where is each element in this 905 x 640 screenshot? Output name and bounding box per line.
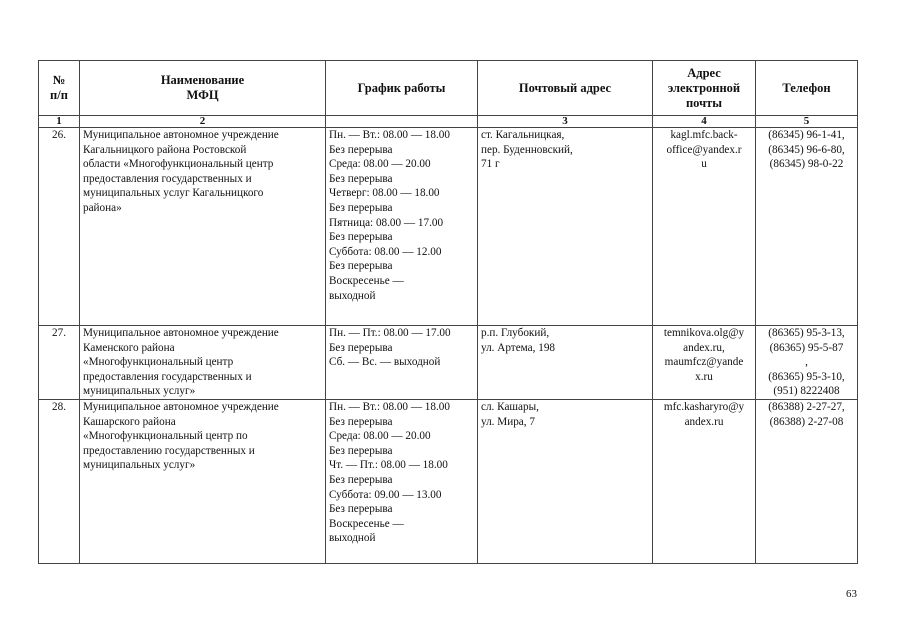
address-cell bbox=[478, 326, 653, 400]
cell-line: ул. Артема, 198 bbox=[481, 341, 556, 354]
column-number: 5 bbox=[756, 116, 858, 128]
cell-line: Муниципальное автономное учреждение bbox=[83, 129, 279, 141]
header-num bbox=[39, 61, 80, 116]
cell-line: График работы bbox=[357, 80, 446, 95]
row-number: 26. bbox=[39, 128, 80, 326]
cell-line: МФЦ bbox=[186, 88, 219, 102]
cell-line: (86388) 2-27-08 bbox=[769, 415, 844, 428]
header-name bbox=[80, 61, 326, 116]
schedule-cell bbox=[326, 128, 478, 326]
cell-line: temnikova.olg@y bbox=[663, 327, 745, 339]
cell-line: Сб. — Вс. — выходной bbox=[329, 356, 441, 369]
cell-line: выходной bbox=[329, 289, 376, 302]
cell-line: Воскресенье — bbox=[329, 274, 404, 287]
cell-line: mfc.kasharyro@y bbox=[663, 401, 745, 413]
column-number: 4 bbox=[653, 116, 756, 128]
cell-line: Пн. — Пт.: 08.00 — 17.00 bbox=[329, 327, 451, 339]
cell-line: Без перерыва bbox=[329, 172, 393, 185]
phone-cell bbox=[756, 326, 858, 400]
header-row bbox=[39, 61, 858, 116]
cell-line: ст. Кагальницкая, bbox=[481, 129, 565, 141]
cell-line: п/п bbox=[50, 88, 68, 102]
cell-line: муниципальных услуг Кагальницкого bbox=[83, 187, 264, 200]
cell-line: предоставления государственных и bbox=[83, 370, 252, 383]
cell-line: Телефон bbox=[782, 80, 831, 95]
address-cell bbox=[478, 400, 653, 564]
row-number: 27. bbox=[39, 326, 80, 400]
cell-line: 71 г bbox=[481, 158, 500, 171]
cell-line: u bbox=[701, 158, 707, 171]
cell-line: Без перерыва bbox=[329, 143, 393, 156]
cell-line: Без перерыва bbox=[329, 231, 393, 244]
mfc-table bbox=[38, 60, 858, 564]
cell-line: andex.ru, bbox=[683, 341, 725, 354]
column-number-row bbox=[39, 116, 858, 128]
cell-line: сл. Кашары, bbox=[481, 401, 539, 413]
cell-line: Четверг: 08.00 — 18.00 bbox=[329, 187, 440, 200]
cell-line: Суббота: 09.00 — 13.00 bbox=[329, 488, 442, 501]
column-number: 2 bbox=[80, 116, 326, 128]
header-phone bbox=[756, 61, 858, 116]
cell-line: (86365) 95-3-13, bbox=[768, 327, 845, 339]
cell-line: Почтовый адрес bbox=[518, 80, 612, 95]
cell-line: Воскресенье — bbox=[329, 517, 404, 530]
table-row bbox=[39, 326, 858, 400]
cell-line: , bbox=[805, 356, 808, 369]
cell-line: Без перерыва bbox=[329, 341, 393, 354]
email-cell bbox=[653, 400, 756, 564]
cell-line: Без перерыва bbox=[329, 444, 393, 457]
column-number: 3 bbox=[478, 116, 653, 128]
cell-line: x.ru bbox=[695, 370, 713, 383]
cell-line: Без перерыва bbox=[329, 503, 393, 516]
cell-line: Кагальницкого района Ростовской bbox=[83, 143, 247, 156]
cell-line: Пн. — Вт.: 08.00 — 18.00 bbox=[329, 129, 450, 141]
cell-line: предоставлению государственных и bbox=[83, 444, 255, 457]
mfc-name-cell bbox=[80, 128, 326, 326]
header-email bbox=[653, 61, 756, 116]
cell-line: Чт. — Пт.: 08.00 — 18.00 bbox=[329, 459, 448, 472]
cell-line: ул. Мира, 7 bbox=[481, 415, 535, 428]
cell-line: почты bbox=[685, 95, 723, 110]
cell-line: Каменского района bbox=[83, 341, 175, 354]
cell-line: пер. Буденновский, bbox=[481, 143, 573, 156]
header-address bbox=[478, 61, 653, 116]
row-number: 28. bbox=[39, 400, 80, 564]
cell-line: выходной bbox=[329, 532, 376, 545]
cell-line: office@yandex.r bbox=[666, 143, 742, 156]
cell-line: (86365) 95-3-10, bbox=[768, 370, 845, 383]
cell-line: Пн. — Вт.: 08.00 — 18.00 bbox=[329, 401, 450, 413]
email-cell bbox=[653, 128, 756, 326]
cell-line: Наименование bbox=[160, 73, 245, 87]
cell-line: maumfcz@yande bbox=[664, 356, 744, 369]
email-cell bbox=[653, 326, 756, 400]
cell-line: kagl.mfc.back- bbox=[670, 129, 738, 141]
mfc-name-cell bbox=[80, 400, 326, 564]
cell-line: р.п. Глубокий, bbox=[481, 327, 550, 339]
phone-cell bbox=[756, 128, 858, 326]
schedule-cell bbox=[326, 400, 478, 564]
table-row bbox=[39, 400, 858, 564]
cell-line: (86365) 95-5-87 bbox=[769, 341, 844, 354]
cell-line: «Многофункциональный центр bbox=[83, 356, 234, 369]
cell-line: Адрес bbox=[687, 65, 721, 80]
page-number: 63 bbox=[846, 588, 857, 600]
cell-line: Без перерыва bbox=[329, 260, 393, 273]
cell-line: (86388) 2-27-27, bbox=[768, 401, 845, 413]
cell-line: предоставления государственных и bbox=[83, 172, 252, 185]
cell-line: Без перерыва bbox=[329, 201, 393, 214]
mfc-name-cell bbox=[80, 326, 326, 400]
cell-line: Муниципальное автономное учреждение bbox=[83, 401, 279, 413]
cell-line: andex.ru bbox=[684, 415, 724, 428]
cell-line: Среда: 08.00 — 20.00 bbox=[329, 158, 431, 171]
cell-line: (951) 8222408 bbox=[773, 385, 840, 398]
cell-line: (86345) 96-1-41, bbox=[768, 129, 845, 141]
cell-line: Без перерыва bbox=[329, 415, 393, 428]
cell-line: Среда: 08.00 — 20.00 bbox=[329, 430, 431, 443]
phone-cell bbox=[756, 400, 858, 564]
cell-line: муниципальных услуг» bbox=[83, 385, 196, 398]
column-number bbox=[326, 116, 478, 128]
cell-line: (86345) 98-0-22 bbox=[769, 158, 844, 171]
cell-line: «Многофункциональный центр по bbox=[83, 430, 248, 443]
cell-line: Пятница: 08.00 — 17.00 bbox=[329, 216, 444, 229]
column-number: 1 bbox=[39, 116, 80, 128]
cell-line: № bbox=[52, 73, 66, 87]
header-schedule bbox=[326, 61, 478, 116]
cell-line: муниципальных услуг» bbox=[83, 459, 196, 472]
address-cell bbox=[478, 128, 653, 326]
cell-line: электронной bbox=[667, 80, 741, 95]
cell-line: Кашарского района bbox=[83, 415, 176, 428]
cell-line: (86345) 96-6-80, bbox=[768, 143, 845, 156]
cell-line: Без перерыва bbox=[329, 473, 393, 486]
cell-line: района» bbox=[83, 201, 122, 214]
cell-line: Муниципальное автономное учреждение bbox=[83, 327, 279, 339]
cell-line: области «Многофункциональный центр bbox=[83, 158, 274, 171]
schedule-cell bbox=[326, 326, 478, 400]
table-row bbox=[39, 128, 858, 326]
cell-line: Суббота: 08.00 — 12.00 bbox=[329, 245, 442, 258]
